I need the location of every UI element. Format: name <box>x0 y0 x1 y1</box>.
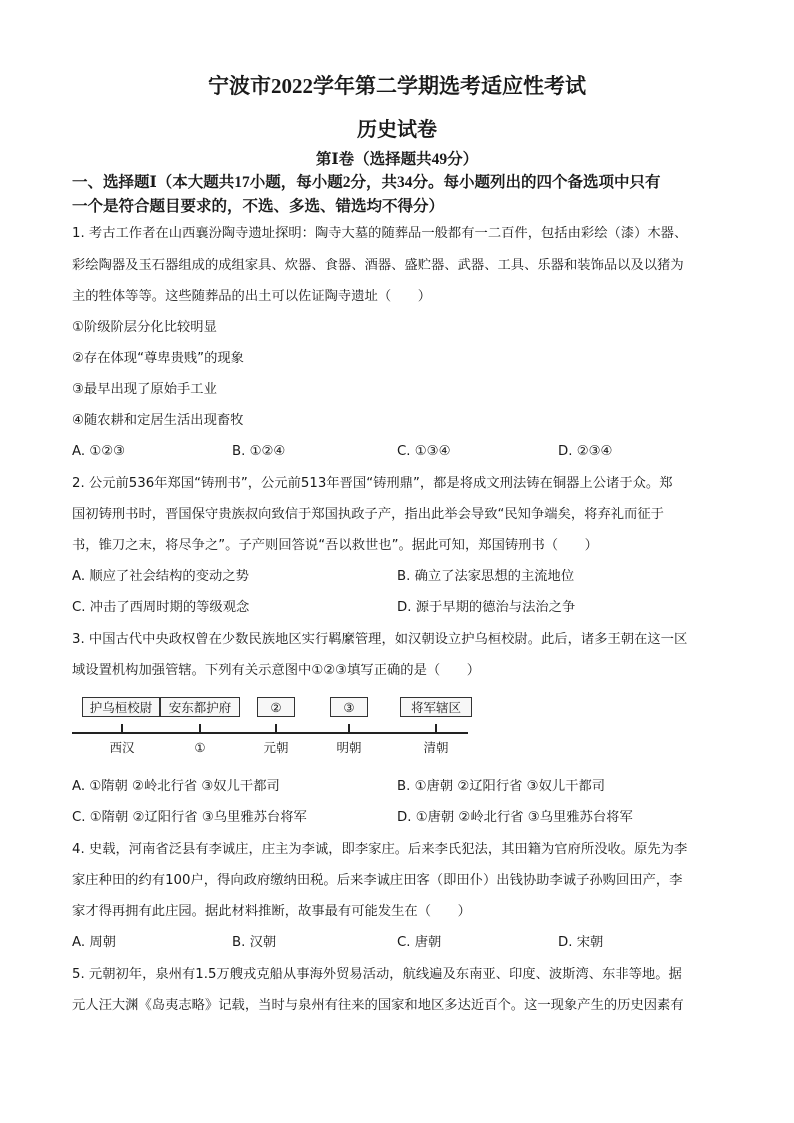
q1-option-a: A. ①②③ <box>72 444 126 459</box>
q1-item-2: ②存在体现“尊卑贵贱”的现象 <box>72 351 244 366</box>
q2-stem-line-3: 书，锥刀之末，将尽争之”。子产则回答说“吾以救世也”。据此可知，郑国铸刑书（ ） <box>72 538 598 553</box>
q4-option-a: A. 周朝 <box>72 935 116 950</box>
timeline-tick-1 <box>121 724 123 733</box>
q2-stem-line-1: 2. 公元前536年郑国“铸刑书”，公元前513年晋国“铸刑鼎”，都是将成文刑法铸在铜器上公诸于众。郑 <box>72 476 673 491</box>
q3-option-a: A. ①隋朝 ②岭北行省 ③奴儿干都司 <box>72 779 280 794</box>
part-heading: 第Ⅰ卷（选择题共49分） <box>315 151 479 168</box>
q5-stem-line-2: 元人汪大渊《岛夷志略》记载，当时与泉州有往来的国家和地区多达近百个。这一现象产生的历史因素有 <box>72 998 684 1013</box>
q2-stem-line-2: 国初铸刑书时，晋国保守贵族叔向致信于郑国执政子产，指出此举会导致“民知争端矣，将弃礼而征于 <box>72 507 664 522</box>
q1-item-3: ③最早出现了原始手工业 <box>72 382 217 397</box>
q4-option-d: D. 宋朝 <box>558 935 604 950</box>
q3-option-c: C. ①隋朝 ②辽阳行省 ③乌里雅苏台将军 <box>72 810 307 825</box>
q1-stem-line-2: 彩绘陶器及玉石器组成的成组家具、炊器、食器、酒器、盛贮器、武器、工具、乐器和装饰品以及以猪为 <box>72 258 684 273</box>
timeline-box-4: ③ <box>330 697 368 717</box>
q2-option-c: C. 冲击了西周时期的等级观念 <box>72 600 250 615</box>
q2-option-a: A. 顺应了社会结构的变动之势 <box>72 569 249 584</box>
q1-option-b: B. ①②④ <box>232 444 286 459</box>
exam-title: 宁波市2022学年第二学期选考适应性考试 <box>208 74 586 98</box>
timeline-box-2: 安东都护府 <box>160 697 240 717</box>
section-heading-line-1: 一、选择题Ⅰ（本大题共17小题，每小题2分，共34分。每小题列出的四个备选项中只有 <box>72 174 661 191</box>
timeline-tick-4 <box>348 724 350 733</box>
q3-option-b: B. ①唐朝 ②辽阳行省 ③奴儿干都司 <box>397 779 606 794</box>
timeline-figure <box>72 693 472 765</box>
q2-option-d: D. 源于早期的德治与法治之争 <box>397 600 576 615</box>
q3-option-d: D. ①唐朝 ②岭北行省 ③乌里雅苏台将军 <box>397 810 633 825</box>
q1-stem-line-1: 1. 考古工作者在山西襄汾陶寺遗址探明：陶寺大墓的随葬品一般都有一二百件，包括由彩绘（漆）木器、 <box>72 226 688 241</box>
q1-option-d: D. ②③④ <box>558 444 613 459</box>
timeline-tick-5 <box>435 724 437 733</box>
q4-stem-line-3: 家才得再拥有此庄园。据此材料推断，故事最有可能发生在（ ） <box>72 904 471 919</box>
q1-item-4: ④随农耕和定居生活出现畜牧 <box>72 413 244 428</box>
q5-stem-line-1: 5. 元朝初年，泉州有1.5万艘戎克船从事海外贸易活动，航线遍及东南亚、印度、波斯湾、东非等地。据 <box>72 967 682 982</box>
timeline-box-5: 将军辖区 <box>400 697 472 717</box>
q2-option-b: B. 确立了法家思想的主流地位 <box>397 569 575 584</box>
timeline-tick-2 <box>199 724 201 733</box>
timeline-label-5: 清朝 <box>423 740 449 755</box>
timeline-box-1: 护乌桓校尉 <box>82 697 160 717</box>
q1-item-1: ①阶级阶层分化比较明显 <box>72 320 217 335</box>
timeline-label-3: 元朝 <box>263 740 289 755</box>
q4-stem-line-2: 家庄种田的约有100户，得向政府缴纳田税。后来李诚庄田客（即田仆）出钱协助李诚子孙购回田产，李 <box>72 873 683 888</box>
q3-stem-line-1: 3. 中国古代中央政权曾在少数民族地区实行羁縻管理，如汉朝设立护乌桓校尉。此后，诸多王朝在这一区 <box>72 632 688 647</box>
q4-stem-line-1: 4. 史载，河南省泛县有李诚庄，庄主为李诚，即李家庄。后来李氏犯法，其田籍为官府所没收。原先为李 <box>72 842 688 857</box>
q1-stem-line-3: 主的牲体等等。这些随葬品的出土可以佐证陶寺遗址（ ） <box>72 289 432 304</box>
timeline-box-3: ② <box>257 697 295 717</box>
q1-option-c: C. ①③④ <box>397 444 451 459</box>
q4-option-b: B. 汉朝 <box>232 935 277 950</box>
timeline-tick-3 <box>275 724 277 733</box>
exam-subtitle: 历史试卷 <box>357 119 437 141</box>
q4-option-c: C. 唐朝 <box>397 935 442 950</box>
section-heading-line-2: 一个是符合题目要求的，不选、多选、错选均不得分） <box>72 198 445 215</box>
timeline-label-2: ① <box>194 740 206 755</box>
timeline-axis <box>72 732 468 734</box>
timeline-label-4: 明朝 <box>336 740 362 755</box>
q3-stem-line-2: 域设置机构加强管辖。下列有关示意图中①②③填写正确的是（ ） <box>72 663 481 678</box>
timeline-label-1: 西汉 <box>109 740 135 755</box>
